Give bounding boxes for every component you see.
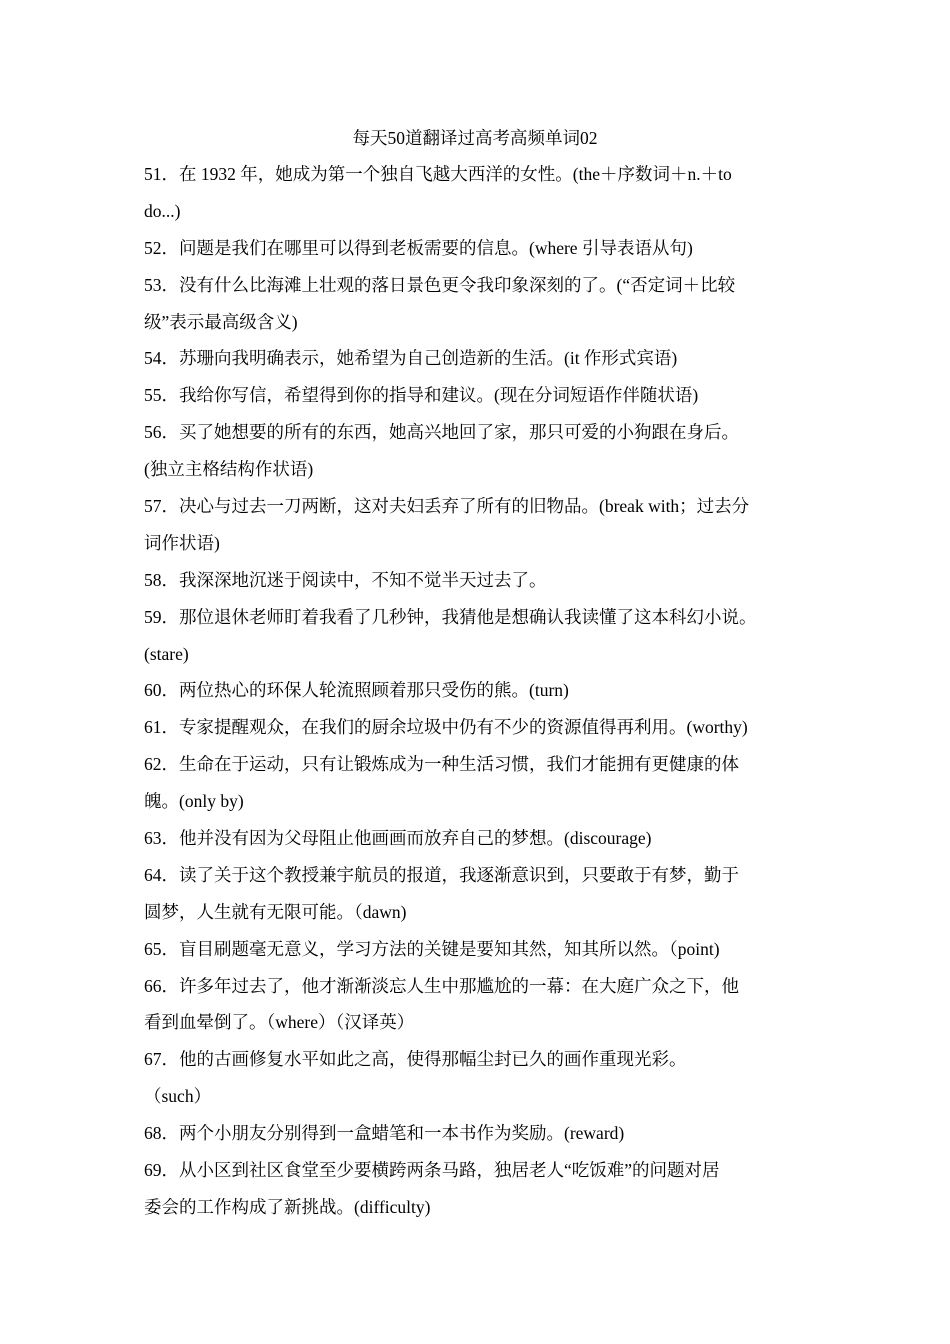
translation-item (144, 273, 814, 347)
translation-item (144, 715, 814, 752)
item-text-line: 58．我深深地沉迷于阅读中，不知不觉半天过去了。 (144, 569, 547, 590)
translation-item (144, 826, 814, 863)
item-text-line: 66．许多年过去了，他才渐渐淡忘人生中那尴尬的一幕：在大庭广众之下，他 (144, 975, 739, 996)
item-text-line: 67．他的古画修复水平如此之高，使得那幅尘封已久的画作重现光彩。 (144, 1049, 687, 1070)
translation-item (144, 236, 814, 273)
item-text-continuation: 词作状语) (144, 532, 220, 553)
translation-item-list (144, 162, 814, 1232)
translation-item (144, 974, 814, 1048)
item-text-line: 56．买了她想要的所有的东西，她高兴地回了家，那只可爱的小狗跟在身后。 (144, 422, 739, 443)
item-text-line: 62．生命在于运动，只有让锻炼成为一种生活习惯，我们才能拥有更健康的体 (144, 754, 739, 775)
translation-item (144, 346, 814, 383)
item-text-continuation: (stare) (144, 643, 189, 664)
item-text-line: 64．读了关于这个教授兼宇航员的报道，我逐渐意识到，只要敢于有梦，勤于 (144, 864, 739, 885)
item-text-line: 54．苏珊向我明确表示，她希望为自己创造新的生活。(it 作形式宾语) (144, 348, 678, 369)
translation-item (144, 494, 814, 568)
item-text-line: 63．他并没有因为父母阻止他画画而放弃自己的梦想。(discourage) (144, 828, 652, 849)
item-text-continuation: 看到血晕倒了。（where）（汉译英） (144, 1012, 415, 1033)
item-text-line: 69．从小区到社区食堂至少要横跨两条马路，独居老人“吃饭难”的问题对居 (144, 1160, 720, 1181)
translation-item (144, 1121, 814, 1158)
translation-item (144, 937, 814, 974)
translation-item (144, 752, 814, 826)
translation-item (144, 605, 814, 679)
item-text-line: 57．决心与过去一刀两断，这对夫妇丢弃了所有的旧物品。(break with；过去分 (144, 496, 750, 517)
translation-item (144, 1047, 814, 1121)
translation-item (144, 678, 814, 715)
item-text-line: 61．专家提醒观众，在我们的厨余垃圾中仍有不少的资源值得再利用。(worthy) (144, 717, 748, 738)
item-text-continuation: （such） (144, 1086, 212, 1107)
item-text-line: 65．盲目刷题毫无意义，学习方法的关键是要知其然，知其所以然。（point) (144, 938, 720, 959)
translation-item (144, 568, 814, 605)
item-text-line: 68．两个小朋友分别得到一盒蜡笔和一本书作为奖励。(reward) (144, 1123, 625, 1144)
item-text-line: 53．没有什么比海滩上壮观的落日景色更令我印象深刻的了。(“否定词＋比较 (144, 274, 736, 295)
item-text-continuation: 委会的工作构成了新挑战。(difficulty) (144, 1196, 431, 1217)
item-text-continuation: do...) (144, 200, 181, 221)
item-text-line: 55．我给你写信，希望得到你的指导和建议。(现在分词短语作伴随状语) (144, 385, 699, 406)
translation-item (144, 1158, 814, 1232)
item-text-continuation: 圆梦，人生就有无限可能。（dawn) (144, 901, 407, 922)
item-text-continuation: 级”表示最高级含义) (144, 311, 298, 332)
item-text-continuation: 魄。(only by) (144, 791, 244, 812)
item-text-line: 60．两位热心的环保人轮流照顾着那只受伤的熊。(turn) (144, 680, 569, 701)
item-text-line: 51．在 1932 年，她成为第一个独自飞越大西洋的女性。(the＋序数词＋n.＋to (144, 164, 732, 184)
translation-item (144, 863, 814, 937)
item-text-line: 52．问题是我们在哪里可以得到老板需要的信息。(where 引导表语从句) (144, 237, 693, 258)
translation-item (144, 162, 814, 236)
item-text-continuation: (独立主格结构作状语) (144, 459, 314, 480)
page-title: 每天50道翻译过高考高频单词02 (352, 128, 598, 148)
translation-item (144, 383, 814, 420)
item-text-line: 59．那位退休老师盯着我看了几秒钟，我猜他是想确认我读懂了这本科幻小说。 (144, 606, 757, 627)
translation-item (144, 420, 814, 494)
